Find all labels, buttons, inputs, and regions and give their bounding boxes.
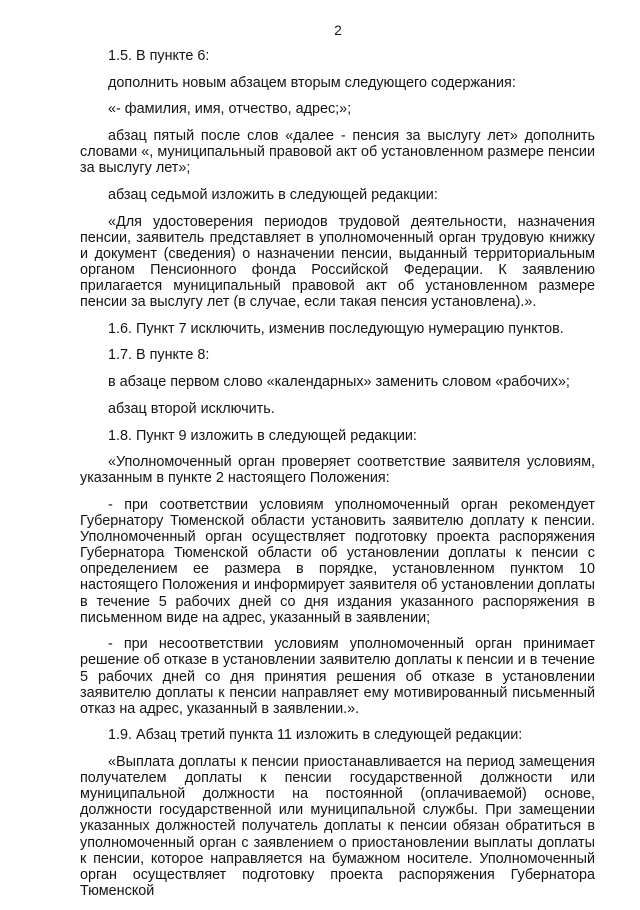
document-body: [80, 48, 595, 910]
paragraph-1-5-heading: 1.5. В пункте 6:: [108, 48, 210, 64]
paragraph-quote: «Выплата доплаты к пенсии приостанавливается на период замещения получателем доплаты к пенсии государственной должности или муниципальной должности на постоянной (оплачиваемой) основе, должности государственной или муниципальной службы. При замещении указанных должностей получатель доплаты к пенсии обязан обратиться в уполномоченный орган с заявлением о приостановлении выплаты доплаты к пенсии, которое направляется на бумажном носителе. Уполномоченный орган осуществляет подготовку проекта распоряжения Губернатора Тюменской: [80, 754, 595, 899]
paragraph-quote: «Уполномоченный орган проверяет соответствие заявителя условиям, указанным в пункте 2 настоящего Положения:: [80, 454, 595, 487]
paragraph: абзац седьмой изложить в следующей редакции:: [108, 186, 438, 203]
paragraph-list-item: - при соответствии условиям уполномоченный орган рекомендует Губернатору Тюменской области установить заявителю доплату к пенсии. Уполномоченный орган осуществляет подготовку проекта распоряжения Губернатора Тюменской области об установлении доплаты к пенсии с определением ее размера в порядке, установленном пунктом 10 настоящего Положения и информирует заявителя об установлении доплаты в течение 5 рабочих дней со дня издания указанного распоряжения в письменном виде на адрес, указанный в заявлении;: [80, 497, 595, 626]
paragraph-quote: «Для удостоверения периодов трудовой деятельности, назначения пенсии, заявитель представляет в уполномоченный орган трудовую книжку и документ (сведения) о назначении пенсии, выданный территориальным органом Пенсионного фонда Российской Федерации. К заявлению прилагается муниципальный правовой акт об установленном размере пенсии за выслугу лет (в случае, если такая пенсия установлена).».: [80, 213, 595, 311]
paragraph: в абзаце первом слово «календарных» заменить словом «рабочих»;: [108, 374, 570, 391]
paragraph-list-item: - при несоответствии условиям уполномоченный орган принимает решение об отказе в установлении заявителю доплаты к пенсии и в течение 5 рабочих дней со дня принятия решения об отказе в установлении заявителю доплаты к пенсии направляет ему мотивированный письменный отказ на адрес, указанный в заявлении.».: [80, 636, 595, 717]
paragraph: «- фамилия, имя, отчество, адрес;»;: [108, 101, 352, 118]
paragraph: дополнить новым абзацем вторым следующего содержания:: [108, 74, 516, 91]
page-number: 2: [334, 23, 342, 38]
paragraph: абзац пятый после слов «далее - пенсия за выслугу лет» дополнить словами «, муниципальный правовой акт об установленном размере пенсии за выслугу лет»;: [80, 128, 595, 177]
paragraph-1-8-heading: 1.8. Пункт 9 изложить в следующей редакции:: [108, 427, 417, 444]
paragraph: абзац второй исключить.: [108, 400, 275, 417]
paragraph-1-6: 1.6. Пункт 7 исключить, изменив последующую нумерацию пунктов.: [108, 320, 564, 337]
paragraph-1-7-heading: 1.7. В пункте 8:: [108, 347, 210, 364]
paragraph-1-9-heading: 1.9. Абзац третий пункта 11 изложить в следующей редакции:: [108, 727, 523, 744]
